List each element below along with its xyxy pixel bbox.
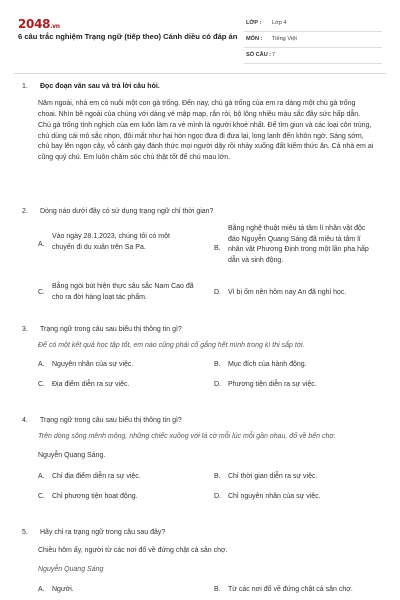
question-3: [22, 325, 384, 394]
option-d[interactable]: [214, 380, 382, 392]
option-text: Chỉ địa điểm diễn ra sự việc.: [52, 472, 141, 480]
question-number: 1.: [22, 83, 28, 90]
quote-author: Nguyễn Quang Sáng: [38, 565, 104, 573]
logo-main: 2048: [18, 17, 51, 31]
option-letter: B.: [214, 360, 221, 368]
option-text: Vào ngày 28.1.2023, chúng tôi có một chuyến đi du xuân trên Sa Pa.: [52, 233, 170, 251]
option-letter: B.: [214, 245, 221, 252]
header-divider: [14, 73, 386, 74]
option-letter: D.: [214, 380, 221, 388]
option-letter: C.: [38, 380, 45, 388]
option-d[interactable]: [214, 492, 382, 504]
info-row-grade: [244, 16, 382, 32]
option-text: Chỉ phương tiện hoạt động.: [52, 492, 138, 500]
option-c[interactable]: [38, 380, 208, 392]
info-value: Lớp 4: [272, 20, 287, 26]
question-prompt: Trạng ngữ trong câu sau biểu thị thông tin gì?: [40, 326, 182, 333]
info-row-question-count: [244, 48, 382, 64]
question-1: [22, 82, 384, 164]
reading-passage: Năm ngoái, nhà em có nuôi một con gà trống. Đến nay, chú gà trống của em ra dáng một chú gà trống choai. Nhìn bề ngoài của chúng với dáng vẻ mập mạp, rắn rỏi, bộ lông nhiều màu sắc đầy sức hấp dẫn. Chú gà trống tính nghịch của em luôn làm ra vẻ mình là người khoẻ nhất. Để tìm giun và các loại côn trùng, chú dùng cái mỏ sắc nhọn, đôi mắt như hai hòn ngọc đưa đi đưa lại, long lanh đến khôn ngờ. Sáng sớm, chú bay lên ngọn cây, vỗ cánh gáy đánh thức mọi người dậy rồi nhảy xuống đất kiếm thức ăn. Cả nhà em ai cũng quý chú. Em luôn chăm sóc chú thật tốt để chú mau lớn.: [38, 100, 374, 162]
question-number: 3.: [22, 326, 28, 333]
info-label: MÔN :: [246, 36, 263, 42]
option-b[interactable]: [214, 585, 382, 597]
option-letter: C.: [38, 492, 45, 500]
option-a[interactable]: [38, 472, 208, 484]
info-label: SỐ CÂU :: [246, 52, 272, 58]
question-number: 2.: [22, 208, 28, 215]
option-text: Phương tiện diễn ra sự việc.: [228, 380, 317, 388]
question-prompt: Dòng nào dưới đây có sử dụng trạng ngữ chỉ thời gian?: [40, 208, 214, 215]
options-list: [38, 360, 382, 394]
document-title: 6 câu trắc nghiệm Trạng ngữ (tiếp theo) Cánh diều có đáp án: [18, 32, 238, 41]
option-d[interactable]: [214, 288, 382, 302]
info-value: 7: [272, 52, 276, 58]
option-text: Mục đích của hành động.: [228, 360, 307, 368]
option-letter: B.: [214, 585, 221, 593]
option-b[interactable]: [214, 224, 382, 276]
option-letter: A.: [38, 585, 45, 593]
info-label: LỚP :: [246, 20, 262, 26]
option-c[interactable]: [38, 282, 208, 312]
option-text: Vì bị ốm nên hôm nay An đã nghỉ học.: [228, 289, 347, 296]
info-value: Tiếng Việt: [272, 36, 297, 42]
question-prompt: Hãy chỉ ra trạng ngữ trong câu sau đây?: [40, 529, 166, 536]
option-letter: D.: [214, 289, 221, 296]
option-text: Bằng ngòi bút hiện thực sâu sắc Nam Cao đã cho ra đời hàng loạt tác phẩm.: [52, 283, 194, 301]
option-letter: A.: [38, 241, 45, 248]
option-a[interactable]: [38, 232, 208, 272]
option-letter: A.: [38, 472, 45, 480]
info-table: [244, 16, 382, 64]
question-4: [22, 416, 384, 506]
info-row-subject: [244, 32, 382, 48]
worksheet-header: [18, 16, 382, 64]
question-prompt: Trạng ngữ trong câu sau biểu thị thông tin gì?: [40, 417, 182, 424]
logo-suffix: .vn: [50, 23, 60, 30]
option-text: Địa điểm diễn ra sự việc.: [52, 380, 130, 388]
question-5: [22, 528, 384, 599]
option-text: Chỉ nguyên nhân của sự việc.: [228, 492, 321, 500]
question-number: 4.: [22, 417, 28, 424]
options-list: [38, 472, 382, 506]
question-2: [22, 207, 384, 314]
options-list: [38, 585, 382, 599]
quote-author: Nguyễn Quang Sáng.: [38, 451, 106, 459]
option-a[interactable]: [38, 360, 208, 372]
options-list: [38, 224, 382, 314]
option-b[interactable]: [214, 360, 382, 372]
question-number: 5.: [22, 529, 28, 536]
quoted-sentence: Trên dòng sông mênh mông, những chiếc xuồng với lá cờ mỗi lúc mỗi gần nhau, đổ về bến chợ.: [38, 433, 336, 440]
option-text: Nguyên nhân của sự việc.: [52, 360, 134, 368]
option-c[interactable]: [38, 492, 208, 504]
option-text: Bằng nghệ thuật miêu tả tâm lí nhân vật độc đáo Nguyễn Quang Sáng đã miêu tả tâm lí nhân vật Phương Định trong một lần pha hấp dẫn và sinh động.: [228, 225, 369, 264]
option-text: Người.: [52, 585, 74, 593]
quoted-sentence: Chiều hôm ấy, người từ các nơi đổ về đứng chật cả sân chợ.: [38, 547, 228, 554]
option-letter: C.: [38, 289, 45, 296]
option-text: Chỉ thời gian diễn ra sự việc.: [228, 472, 318, 480]
option-letter: D.: [214, 492, 221, 500]
question-prompt: Đọc đoạn văn sau và trả lời câu hỏi.: [40, 83, 160, 90]
site-logo[interactable]: [18, 16, 60, 32]
option-letter: B.: [214, 472, 221, 480]
option-letter: A.: [38, 360, 45, 368]
option-b[interactable]: [214, 472, 382, 484]
quoted-sentence: Để có một kết quả học tập tốt, em nào cũng phải cố gắng hết mình trong kì thi sắp tới.: [38, 342, 305, 349]
option-text: Từ các nơi đổ về đứng chật cả sân chợ.: [228, 585, 353, 593]
option-a[interactable]: [38, 585, 208, 597]
